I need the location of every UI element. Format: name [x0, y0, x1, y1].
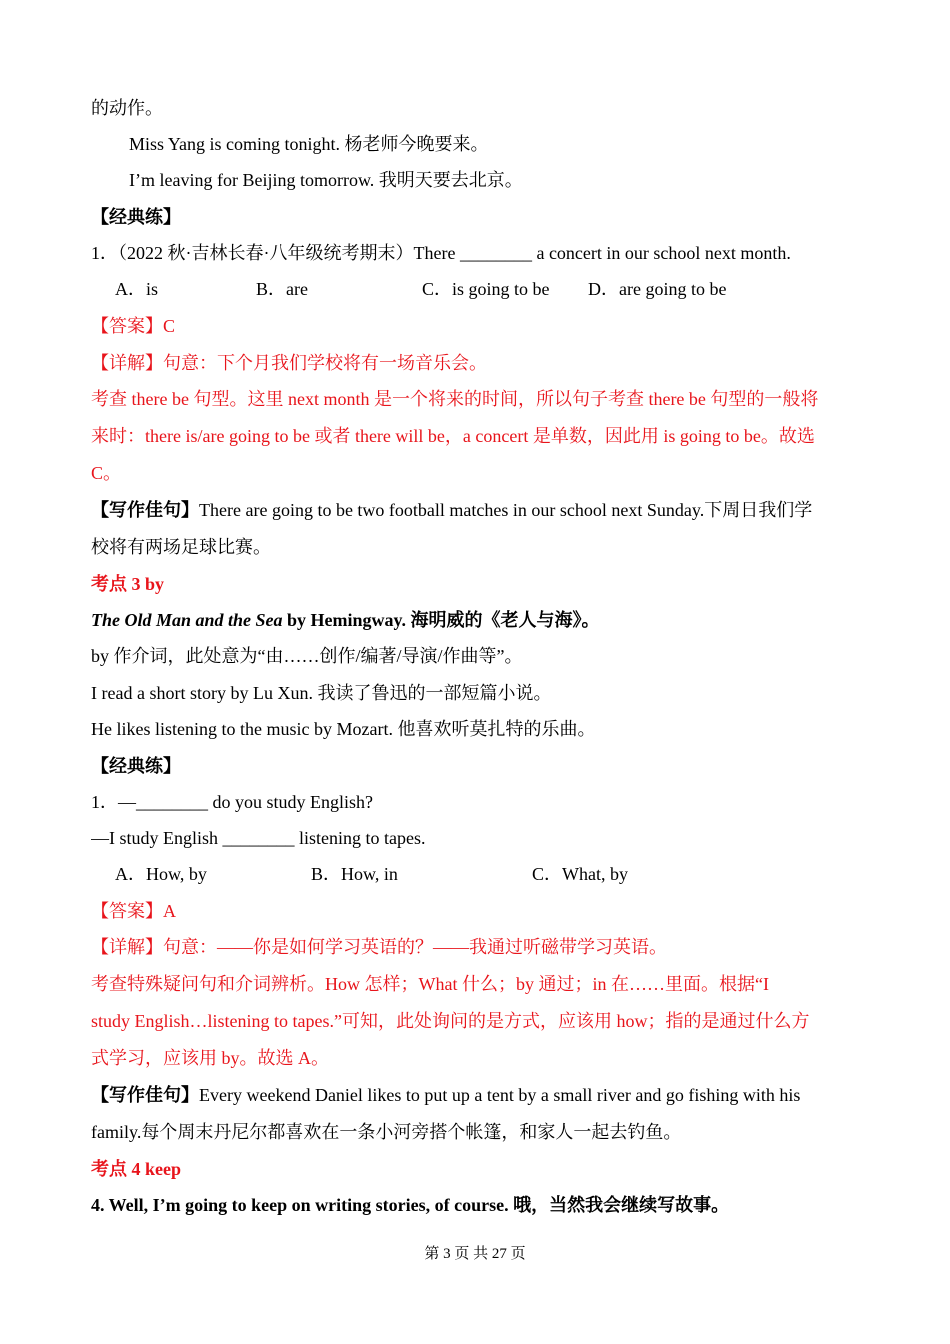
writing-sentence-1-cont: 校将有两场足球比赛。	[91, 537, 271, 557]
intro-text: 的动作。	[91, 98, 163, 118]
options-row-1	[115, 277, 887, 301]
writing-sentence-2-cont: family.每个周末丹尼尔都喜欢在一条小河旁搭个帐篷，和家人一起去钓鱼。	[91, 1122, 682, 1142]
explanation-2-line-2: study English…listening to tapes.”可知，此处询问的是方式，应该用 how；指的是通过什么方	[91, 1011, 810, 1031]
question-1: 1．（2022 秋·吉林长春·八年级统考期末）There ________ a concert in our school next month.	[91, 243, 791, 263]
writing-text: There are going to be two football matches in our school next Sunday.下周日我们学	[199, 500, 813, 520]
by-explanation: by 作介词，此处意为“由……创作/编著/导演/作曲等”。	[91, 646, 523, 666]
option-b: B．How, in	[311, 864, 398, 884]
options-row-2	[115, 862, 887, 886]
intro-example-2: I’m leaving for Beijing tomorrow. 我明天要去北京。	[129, 170, 523, 190]
topic-heading-keep: 考点 4 keep	[91, 1159, 181, 1179]
explanation-title-2: 【详解】句意：——你是如何学习英语的？——我通过听磁带学习英语。	[91, 937, 667, 957]
explanation-title-1: 【详解】句意：下个月我们学校将有一场音乐会。	[91, 353, 487, 373]
practice-heading-1: 【经典练】	[91, 207, 181, 227]
option-c: C．What, by	[532, 864, 628, 884]
writing-label: 【写作佳句】	[91, 500, 199, 520]
question-2-line-2: —I study English ________ listening to tapes.	[91, 828, 426, 848]
writing-sentence-2	[91, 1083, 863, 1107]
explanation-2-line-1: 考查特殊疑问句和介词辨析。How 怎样；What 什么；by 通过；in 在……里面。根据“I	[91, 974, 769, 994]
option-a: A．How, by	[115, 864, 207, 884]
writing-label: 【写作佳句】	[91, 1085, 199, 1105]
writing-text: Every weekend Daniel likes to put up a tent by a small river and go fishing with his	[199, 1085, 801, 1105]
topic-heading-by: 考点 3 by	[91, 574, 165, 594]
keep-example: 4. Well, I’m going to keep on writing stories, of course. 哦，当然我会继续写故事。	[91, 1195, 730, 1215]
question-2-line-1: 1．—________ do you study English?	[91, 792, 373, 812]
explanation-1-line-3: C。	[91, 463, 122, 483]
practice-heading-2: 【经典练】	[91, 756, 181, 776]
book-title-rest: by Hemingway. 海明威的《老人与海》。	[282, 610, 600, 630]
writing-sentence-1	[91, 498, 863, 522]
explanation-2-line-3: 式学习，应该用 by。故选 A。	[91, 1048, 329, 1068]
answer-2: 【答案】A	[91, 901, 176, 921]
example-title-line	[91, 608, 863, 632]
intro-example-1: Miss Yang is coming tonight. 杨老师今晚要来。	[129, 134, 489, 154]
option-b: B．are	[256, 279, 308, 299]
explanation-1-line-2: 来时：there is/are going to be 或者 there will be，a concert 是单数，因此用 is going to be。故选	[91, 426, 815, 446]
by-example-1: I read a short story by Lu Xun. 我读了鲁迅的一部短篇小说。	[91, 683, 552, 703]
option-c: C．is going to be	[422, 279, 550, 299]
by-example-2: He likes listening to the music by Mozart. 他喜欢听莫扎特的乐曲。	[91, 719, 596, 739]
answer-1: 【答案】C	[91, 316, 176, 336]
option-d: D．are going to be	[588, 279, 727, 299]
option-a: A．is	[115, 279, 159, 299]
book-title: The Old Man and the Sea	[91, 610, 283, 630]
explanation-1-line-1: 考查 there be 句型。这里 next month 是一个将来的时间，所以句子考查 there be 句型的一般将	[91, 389, 819, 409]
page-footer: 第 3 页 共 27 页	[424, 1246, 526, 1262]
